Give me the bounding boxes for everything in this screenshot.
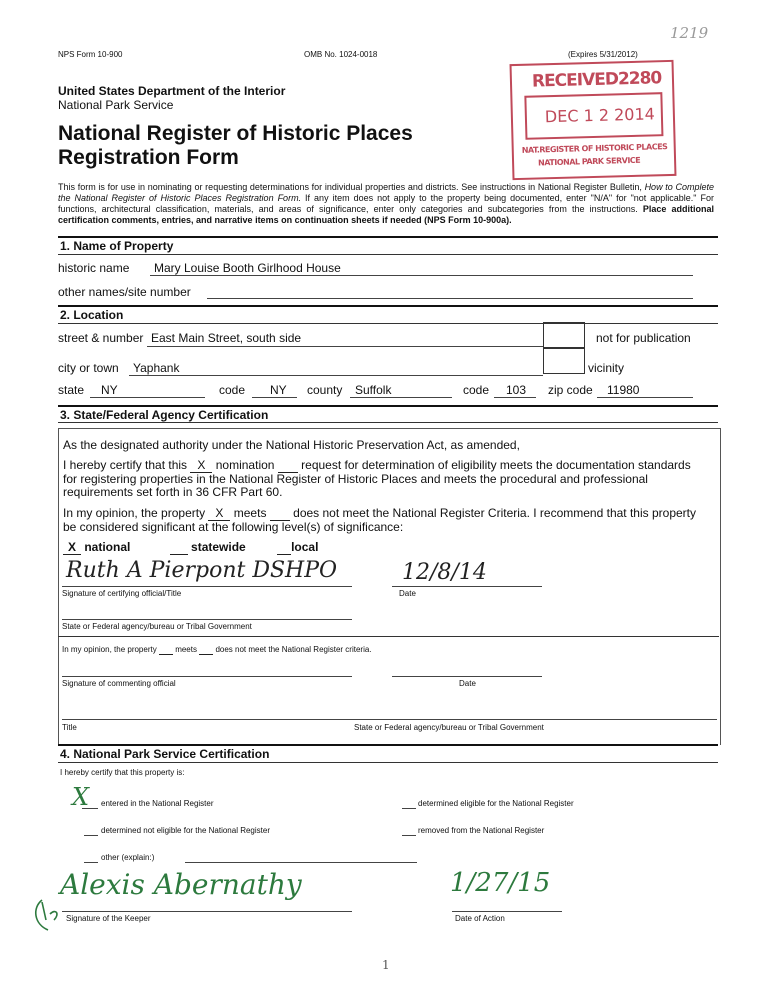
county-line	[350, 397, 452, 398]
commenting-label: Signature of commenting official	[62, 679, 176, 688]
signature-label: Signature of certifying official/Title	[62, 589, 182, 598]
statewide-label: statewide	[191, 540, 246, 554]
city-value[interactable]: Yaphank	[133, 361, 180, 375]
action-date-line	[452, 911, 562, 912]
divider	[58, 254, 718, 255]
date-label: Date	[399, 589, 416, 598]
not-eligible-label: determined not eligible for the National Register	[101, 826, 270, 835]
divider	[58, 762, 718, 763]
other-explain-line[interactable]	[185, 862, 417, 863]
zip-line	[597, 397, 693, 398]
divider	[58, 236, 718, 238]
comment-text-a: In my opinion, the property	[62, 645, 157, 654]
department: United States Department of the Interior	[58, 84, 286, 98]
authority-text: As the designated authority under the National Historic Preservation Act, as amended,	[63, 438, 520, 452]
opinion-text-b: meets	[233, 506, 267, 520]
historic-name-line	[150, 275, 693, 276]
page-number: 1	[382, 958, 390, 972]
keeper-signature-line	[62, 911, 352, 912]
entered-label: entered in the National Register	[101, 799, 214, 808]
divider	[58, 305, 718, 307]
statewide-blank[interactable]	[170, 540, 188, 555]
opinion-line-2: be considered significant at the following level(s) of significance:	[63, 520, 404, 534]
opinion-paragraph	[63, 507, 713, 534]
divider	[58, 744, 718, 746]
vicinity-checkbox[interactable]	[543, 348, 585, 374]
comment-date-label: Date	[459, 679, 476, 688]
state-value[interactable]: NY	[101, 383, 118, 397]
certify-text-b: nomination	[215, 458, 275, 472]
divider	[58, 405, 718, 407]
entered-mark[interactable]: X	[72, 783, 90, 811]
other-label: other (explain:)	[101, 853, 155, 862]
certify-text-c: request for determination of eligibility meets the documentation standards	[301, 458, 691, 472]
certify-line-2: for registering properties in the National Register of Historic Places and meets the procedural and professional	[63, 472, 648, 486]
zip-value[interactable]: 11980	[607, 383, 640, 397]
eligible-label: determined eligible for the National Register	[418, 799, 574, 808]
title-line-1: National Register of Historic Places	[58, 122, 413, 145]
opinion-text-c: does not meet the National Register Criteria. I recommend that this property	[293, 506, 696, 520]
title-line-2: Registration Form	[58, 146, 239, 169]
intro-paragraph	[58, 182, 714, 226]
national-mark[interactable]: X	[63, 540, 81, 555]
other-blank[interactable]	[84, 862, 98, 863]
divider	[58, 636, 719, 637]
state-code-line	[252, 397, 297, 398]
not-meet-blank[interactable]	[270, 507, 290, 521]
state-line	[90, 397, 205, 398]
intro-bold: Place additional certification comments, entries, and narrative items on continuation sheets if needed (NPS Form 10-900a).	[58, 204, 714, 225]
national-label: national	[84, 540, 131, 554]
comment-date-line[interactable]	[392, 676, 542, 677]
form-title	[58, 122, 413, 170]
omb-number: OMB No. 1024-0018	[304, 50, 378, 59]
expiration: (Expires 5/31/2012)	[568, 50, 638, 59]
not-for-publication-checkbox[interactable]	[543, 322, 585, 348]
request-blank[interactable]	[278, 459, 298, 473]
historic-name-label: historic name	[58, 261, 130, 275]
opinion-line-1	[63, 507, 713, 521]
keeper-date: 1/27/15	[450, 868, 551, 898]
eligible-blank[interactable]	[402, 808, 416, 809]
street-value[interactable]: East Main Street, south side	[151, 331, 302, 345]
certify-paragraph	[63, 459, 713, 499]
intro-italic: How to Complete the National Register of Historic Places Registration Form.	[58, 182, 714, 203]
keeper-signature: Alexis Abernathy	[60, 868, 302, 901]
comment-opinion	[62, 645, 372, 655]
page-mark: 1219	[670, 24, 709, 42]
stamp-line-1: NAT.REGISTER OF HISTORIC PLACES	[521, 142, 668, 155]
section-1-heading: 1. Name of Property	[60, 239, 174, 253]
comment-meets-blank[interactable]	[159, 645, 173, 655]
local-blank[interactable]	[277, 540, 291, 555]
not-for-publication-label: not for publication	[596, 331, 691, 345]
county-code-label: code	[463, 383, 490, 397]
county-code-line	[494, 397, 536, 398]
keeper-label: Signature of the Keeper	[66, 914, 151, 923]
agency-line	[62, 619, 352, 620]
stamp-date: DEC 1 2 2014	[544, 104, 656, 127]
other-names-label: other names/site number	[58, 285, 191, 299]
action-label: Date of Action	[455, 914, 505, 923]
vicinity-label: vicinity	[588, 361, 625, 375]
section-3-heading: 3. State/Federal Agency Certification	[60, 408, 269, 422]
comment-text-c: does not meet the National Register criteria.	[215, 645, 372, 654]
state-code-label: code	[219, 383, 246, 397]
certify-text-a: I hereby certify that this	[63, 458, 188, 472]
street-label: street & number	[58, 331, 144, 345]
form-number: NPS Form 10-900	[58, 50, 123, 59]
certify-line-3: requirements set forth in 36 CFR Part 60.	[63, 485, 283, 499]
county-value[interactable]: Suffolk	[355, 383, 392, 397]
signature-line	[62, 586, 352, 587]
intro-text-2: If any item does not apply to the property being documented, enter "N/A" for "not applicable." For functions, architectural classification, materials, and areas of significance, enter only categories and subcategories from the instructions.	[58, 193, 714, 214]
received-stamp	[510, 60, 677, 180]
entered-blank	[82, 808, 98, 809]
comment-not-meet-blank[interactable]	[199, 645, 213, 655]
divider	[58, 323, 718, 324]
certifying-date: 12/8/14	[402, 560, 487, 585]
significance-levels	[63, 540, 318, 555]
commenting-line[interactable]	[62, 676, 352, 677]
agency-label: State or Federal agency/bureau or Tribal Government	[62, 622, 252, 631]
county-code-value[interactable]: 103	[506, 383, 527, 397]
certifying-signature: Ruth A Pierpont DSHPO	[66, 558, 338, 583]
county-label: county	[307, 383, 343, 397]
section-4-heading: 4. National Park Service Certification	[60, 747, 270, 761]
title-label: Title	[62, 723, 77, 732]
local-label: local	[291, 540, 319, 554]
nomination-mark[interactable]: X	[190, 459, 212, 473]
city-line	[129, 375, 543, 376]
title-line[interactable]	[62, 719, 717, 720]
comment-text-b: meets	[175, 645, 197, 654]
historic-name-value[interactable]: Mary Louise Booth Girlhood House	[154, 261, 341, 275]
opinion-text-a: In my opinion, the property	[63, 506, 206, 520]
removed-label: removed from the National Register	[418, 826, 545, 835]
city-label: city or town	[58, 361, 119, 375]
removed-blank[interactable]	[402, 835, 416, 836]
agency-label-2: State or Federal agency/bureau or Tribal Government	[354, 723, 544, 732]
divider	[58, 422, 718, 423]
state-code-value[interactable]: NY	[270, 383, 287, 397]
intro-text-1: This form is for use in nominating or requesting determinations for individual properties and districts. See instructions in National Register Bulletin,	[58, 182, 645, 192]
section-2-heading: 2. Location	[60, 308, 124, 322]
margin-mark-icon	[30, 890, 70, 940]
state-label: state	[58, 383, 85, 397]
stamp-received: RECEIVED2280	[531, 68, 662, 92]
stamp-date-box	[524, 92, 663, 140]
certify-line-1	[63, 459, 713, 473]
service: National Park Service	[58, 98, 174, 112]
date-line	[392, 586, 542, 587]
street-line	[147, 346, 543, 347]
zip-label: zip code	[548, 383, 593, 397]
meets-mark[interactable]: X	[208, 507, 230, 521]
not-eligible-blank[interactable]	[84, 835, 98, 836]
other-names-line[interactable]	[207, 298, 693, 299]
nps-certify-text: I hereby certify that this property is:	[60, 768, 185, 777]
stamp-line-2: NATIONAL PARK SERVICE	[537, 155, 641, 168]
